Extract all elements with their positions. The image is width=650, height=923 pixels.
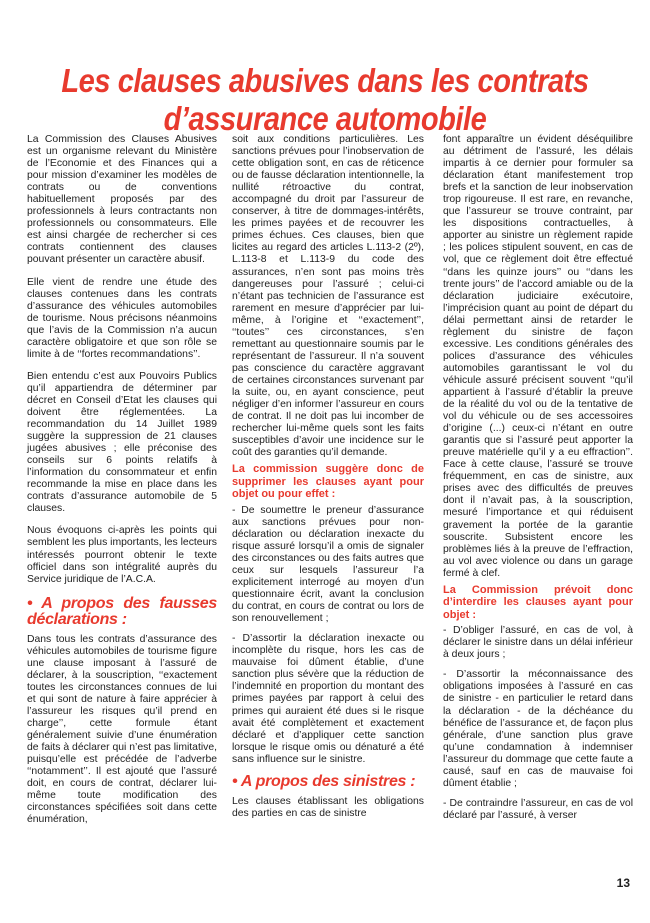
- paragraph: - De soumettre le preneur d’assurance aux sanctions prévues pour non-déclaration ou déclaration inexacte du risque assuré lorsqu’il a omis de signaler des circonstances ou des faits autres que ceux sur lesquels l’assureur l’a explicitement interrogé au moyen d’un questionnaire écrit, avant la conclusion du contrat, en cours de contrat ou lors de son renouvellement ;: [232, 504, 424, 625]
- paragraph: Les clauses établissant les obligations des parties en cas de sinistre: [232, 795, 424, 819]
- title-line-1: Les clauses abusives dans les contrats: [61, 62, 589, 100]
- page-title: [39, 62, 611, 138]
- paragraph: font apparaître un évident déséquilibre au détriment de l’assuré, les délais impartis à ce dernier pour formuler sa déclaration étant manifestement trop brefs et la sanction de leur inobservation trop rigoureuse. Il est rare, en revanche, que l’assureur se trouve contraint, par les dispositions contractuelles, à apporter au sinistre un règlement rapide ; les polices stipulent souvent, en cas de vol, que ce règlement doit être effectué ‘‘dans les quinze jours’’ ou ‘‘dans les trente jours’’ de l’accord amiable ou de la déclaration judiciaire exécutoire, l’imprécision quant au point de départ du délai permettant ainsi de retarder le règlement du sinistre de façon excessive. Les conditions générales des polices d’assurance des véhicules automobiles garantissant le vol du véhicule assuré précisent souvent ‘‘qu’il appartient à l’assuré d’établir la preuve de la réalité du vol ou de la tentative de vol du véhicule ou de ses accessoires d’origine (...) ceux-ci n’étant en outre garantis que si l’assuré peut apporter la preuve matérielle qu’il y a eu effraction’’. Face à cette clause, l’assuré se trouve fréquemment, en cas de sinistre, aux prises avec des difficultés de preuves dont il n’avait pas, à la souscription, mesuré l’importance et qui réduisent gravement la portée de la garantie souscrite. Subsistent encore les problèmes liés à la preuve de l’effraction, au vol avec violence ou dans un garage fermé à clef.: [443, 134, 633, 579]
- section-heading-sinistres: • A propos des sinistres :: [232, 772, 416, 790]
- paragraph: Nous évoquons ci-après les points qui semblent les plus importants, les lecteurs intéressés pourront obtenir le texte officiel dans son intégralité auprès du Service juridique de l’A.C.A.: [27, 525, 217, 585]
- paragraph: - D’obliger l’assuré, en cas de vol, à déclarer le sinistre dans un délai inférieur à deux jours ;: [443, 625, 633, 661]
- paragraph: - D’assortir la déclaration inexacte ou incomplète du risque, hors les cas de mauvaise foi dûment établie, d’une sanction plus sévère que la réduction de l’indemnité en proportion du montant des primes payées par rapport à celui des primes qui auraient été dues si le risque avait été complètement et exactement déclaré et d’appliquer cette sanction lorsque le risque omis ou dénaturé a été sans influence sur le sinistre.: [232, 633, 424, 765]
- paragraph: Dans tous les contrats d’assurance des véhicules automobiles de tourisme figure une clause imposant à l’assuré de déclarer, à la souscription, ‘‘exactement toutes les circonstances connues de lui et qui sont de nature à faire apprécier à l’assureur les risques qu’il prend en charge’’, cette formule étant généralement suivie d’une énumération de faits à déclarer qui n’est pas limitative, puisqu’elle est précédée de l’adverbe ‘‘notamment’’. Il est ajouté que l’assuré doit, en cours de contrat, déclarer lui-même toute modification des circonstances spécifiées soit dans cette énumération,: [27, 633, 218, 826]
- section-heading-fausses-declarations: • A propos des fausses déclarations :: [27, 594, 217, 628]
- column-1: [27, 134, 217, 836]
- column-3: [443, 134, 633, 832]
- paragraph: La Commission des Clauses Abusives est un organisme relevant du Ministère de l’Economie et des Finances qui a pour mission d’examiner les modèles de contrats ou de conventions habituellement proposés par des professionnels à leurs contractants non professionnels ou consommateurs. Elle est ainsi chargée de rechercher si ces contrats contiennent des clauses pouvant présenter un caractère abusif.: [27, 134, 217, 266]
- paragraph: Bien entendu c’est aux Pouvoirs Publics qu’il appartiendra de déterminer par décret en Conseil d’Etat les clauses qui doivent être réglementées. La recommandation du 14 Juillet 1989 suggère la suppression de 21 clauses jugées abusives ; elle préconise des conseils sur 6 points relatifs à l’information du consommateur et enfin recommande la mise en place dans les contrats d’assurance automobile de 5 clauses.: [27, 370, 217, 515]
- subheading-commission-suggere: La commission suggère donc de supprimer les clauses ayant pour objet ou pour effet :: [232, 463, 424, 501]
- column-2: [232, 134, 424, 830]
- title-line-2: d’assurance automobile: [163, 100, 487, 138]
- paragraph: - De contraindre l’assureur, en cas de vol déclaré par l’assuré, à verser: [443, 797, 633, 821]
- paragraph: - D’assortir la méconnaissance des obligations imposées à l’assuré en cas de sinistre - en particulier le retard dans la déclaration - de la déchéance du bénéfice de l’assurance et, de façon plus générale, d’une sanction plus grave qu’une condamnation à indemniser l’assureur du dommage que cette faute a causé, sauf en cas de mauvaise foi dûment établie ;: [443, 669, 633, 789]
- subheading-commission-prevoit: La Commission prévoit donc d’interdire les clauses ayant pour objet :: [443, 583, 633, 621]
- paragraph: soit aux conditions particulières. Les sanctions prévues pour l’inobservation de cette obligation sont, en cas de réticence ou de fausse déclaration intentionnelle, la nullité rétroactive du contrat, accompagné du droit par l’assureur de conserver, à titre de dommages-intérêts, les primes payées et de recouvrer les primes échues. Ces clauses, bien que licites au regard des articles L.113-2 (2º), L.113-8 et L.113-9 du code des assurances, n’en sont pas moins très dangereuses pour l’assuré ; celui-ci n’étant pas technicien de l’assurance est rarement en mesure d’apprécier par lui-même, à l’origine et ‘‘exactement’’, ‘‘toutes’’ ces circonstances, s’en remettant au questionnaire soumis par le représentant de l’assureur. Il n’a souvent pas conscience du caractère aggravant de certaines circonstances survenant par la suite, ou, en ayant conscience, peut négliger d’en informer l’assureur en cours de contrat. Il ne doit pas lui incomber de rechercher lui-même quels sont les faits susceptibles d’avoir une incidence sur le coût des garanties qu’il demande.: [232, 134, 424, 459]
- paragraph: Elle vient de rendre une étude des clauses contenues dans les contrats d’assurance des véhicules automobiles de tourisme. Nous précisons néanmoins que l’avis de la Commission n’a aucun caractère obligatoire et que son rôle se limite à de ‘‘fortes recommandations’’.: [27, 276, 217, 360]
- page-number: 13: [616, 876, 630, 890]
